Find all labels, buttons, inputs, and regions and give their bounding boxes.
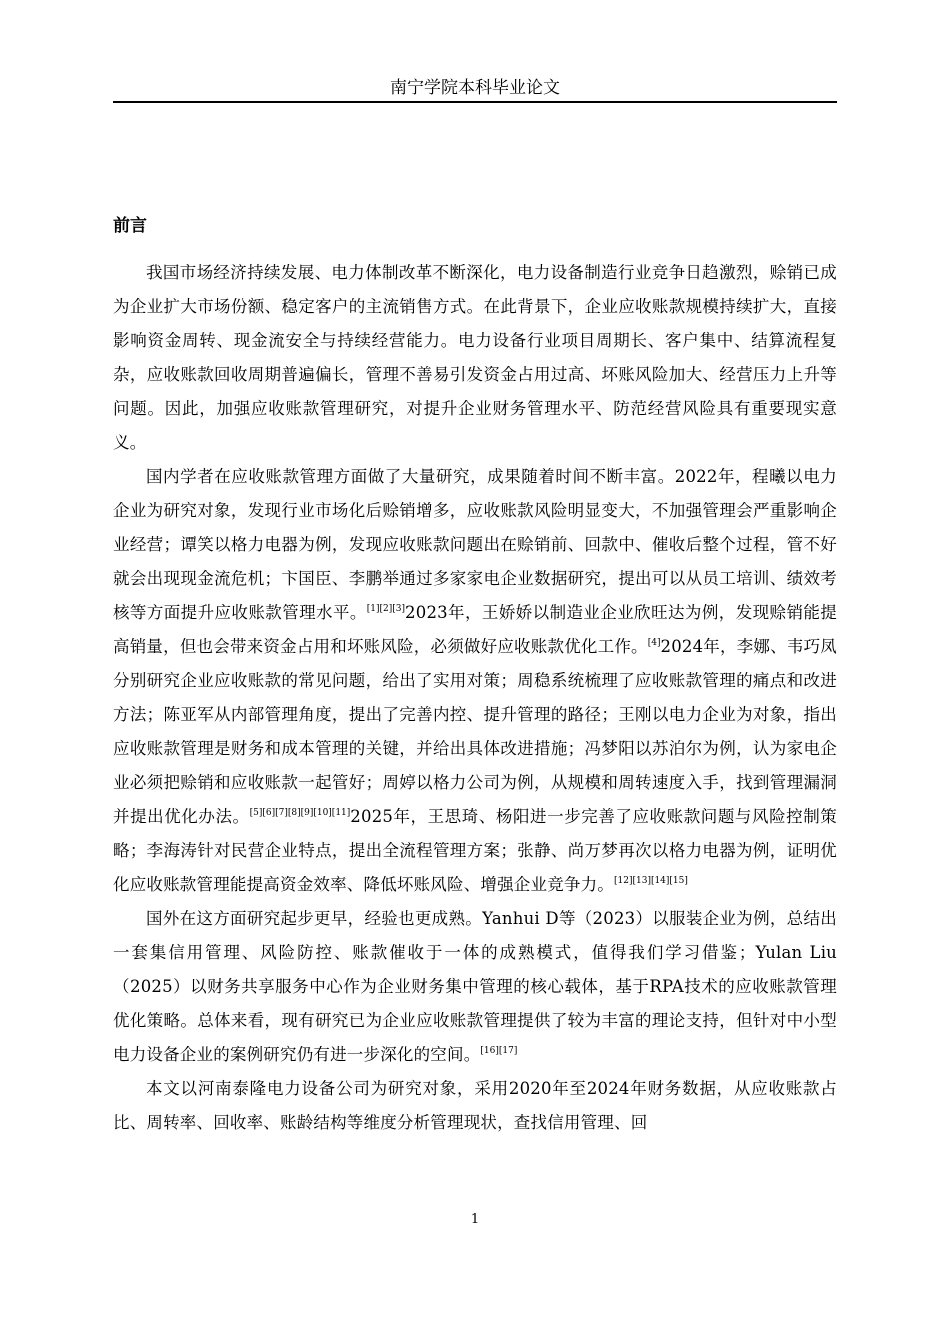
header-divider [113, 101, 837, 103]
paragraph-background: 我国市场经济持续发展、电力体制改革不断深化，电力设备制造行业竞争日趋激烈，赊销已成为企业扩大市场份额、稳定客户的主流销售方式。在此背景下，企业应收账款规模持续扩大，直接影响资金周转、现金流安全与持续经营能力。电力设备行业项目周期长、客户集中、结算流程复杂，应收账款回收周期普遍偏长，管理不善易引发资金占用过高、坏账风险加大、经营压力上升等问题。因此，加强应收账款管理研究，对提升企业财务管理水平、防范经营风险具有重要现实意义。 [113, 263, 837, 452]
paragraph-study-scope: 本文以河南泰隆电力设备公司为研究对象，采用2020年至2024年财务数据，从应收账款占比、周转率、回收率、账龄结构等维度分析管理现状，查找信用管理、回 [113, 1079, 837, 1132]
running-header: 南宁学院本科毕业论文 [390, 78, 560, 98]
citation-reference: [1][2][3] [366, 604, 406, 614]
body-text [113, 256, 837, 1140]
citation-reference: [4] [647, 638, 661, 648]
citation-reference: [5][6][7][8][9][10][11] [249, 808, 351, 818]
paragraph-domestic-research [113, 460, 837, 902]
paragraph-text: 国外在这方面研究起步更早，经验也更成熟。Yanhui D等（2023）以服装企业为例，总结出一套集信用管理、风险防控、账款催收于一体的成熟模式，值得我们学习借鉴；Yulan Liu（2025）以财务共享服务中心作为企业财务集中管理的核心载体，基于RPA技术的应收账款管理优化策略。总体来看，现有研究已为企业应收账款管理提供了较为丰富的理论支持，但针对中小型电力设备企业的案例研究仍有进一步深化的空间。 [113, 909, 837, 1064]
section-heading: 前言 [113, 216, 147, 236]
citation-reference: [16][17] [480, 1046, 518, 1056]
citation-reference: [12][13][14][15] [614, 876, 688, 886]
paragraph-text: 2024年，李娜、韦巧凤分别研究企业应收账款的常见问题，给出了实用对策；周稳系统梳理了应收账款管理的痛点和改进方法；陈亚军从内部管理角度，提出了完善内控、提升管理的路径；王刚以电力企业为对象，指出应收账款管理是财务和成本管理的关键，并给出具体改进措施；冯梦阳以苏泊尔为例，认为家电企业必须把赊销和应收账款一起管好；周婷以格力公司为例，从规模和周转速度入手，找到管理漏洞并提出优化办法。 [113, 637, 837, 826]
paragraph-foreign-research [113, 902, 837, 1072]
page-number: 1 [470, 1212, 480, 1227]
paragraph-text: 国内学者在应收账款管理方面做了大量研究，成果随着时间不断丰富。2022年，程曦以电力企业为研究对象，发现行业市场化后赊销增多，应收账款风险明显变大，不加强管理会严重影响企业经营；谭笑以格力电器为例，发现应收账款问题出在赊销前、回款中、催收后整个过程，管不好就会出现现金流危机；卞国臣、李鹏举通过多家家电企业数据研究，提出可以从员工培训、绩效考核等方面提升应收账款管理水平。 [113, 467, 837, 622]
paragraph-text: 2023年，王娇娇以制造业企业欣旺达为例，发现赊销能提高销量，但也会带来资金占用和坏账风险，必须做好应收账款优化工作。 [113, 603, 837, 656]
paragraph-text: 2025年，王思琦、杨阳进一步完善了应收账款问题与风险控制策略；李海涛针对民营企业特点，提出全流程管理方案；张静、尚万梦再次以格力电器为例，证明优化应收账款管理能提高资金效率、降低坏账风险、增强企业竞争力。 [113, 807, 837, 894]
